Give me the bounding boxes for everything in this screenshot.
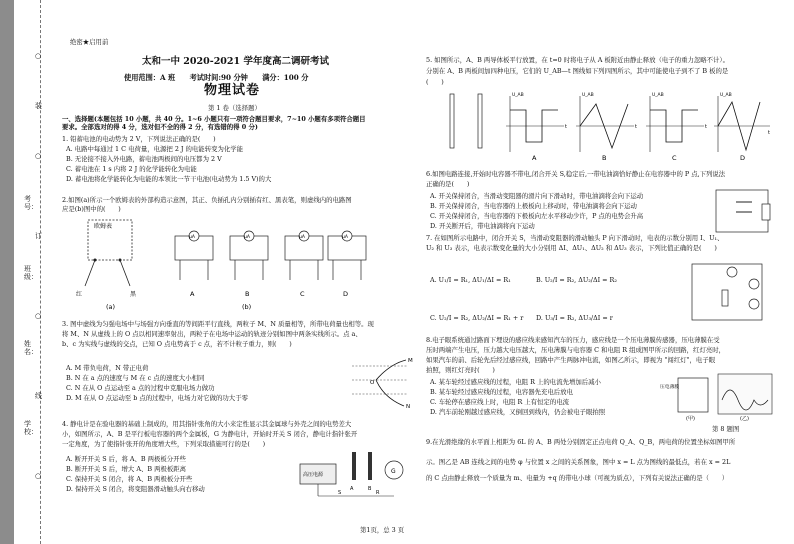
q3-option-a: A. M 带负电荷，N 带正电荷 [66,364,149,372]
q1-option-a: A. 电路中每通过 1 C 电荷量，电源把 2 J 的电能转变为化学能 [66,145,244,153]
secret-mark: 绝密★启用前 [70,38,109,46]
q6-option-d: D. 开关断开后，带电油滴将向下运动 [430,222,535,230]
q3-figure [344,356,416,412]
plate-b-label: B [368,486,372,492]
q5-figure [430,86,776,162]
q6-stem-2: 正确的是( ) [426,180,470,188]
q5-axis-a: U_AB [512,93,524,98]
q4-option-d: D. 保持开关 S 闭合，将变阻器滑动触头向右移动 [66,485,205,493]
field-school: 学校： [24,420,38,436]
section-heading-2: 要求。全部选对的得 4 分，选对但不全的得 2 分，有选错的得 0 分) [62,123,258,131]
fig-yi: (乙) [740,416,749,422]
q5-axis-d: U_AB [720,93,732,98]
caption-b: (b) [242,303,252,311]
school-title: 太和一中 2020-2021 学年度高二调研考试 [142,56,329,67]
q5-stem: 5. 如图所示，A、B 两导体板平行放置，在 t=0 时将电子从 A 板附近由静止释放（电子的重力忽略不计）。 [426,56,730,64]
q6-option-c: C. 开关保持闭合，当电容器的下极板向左水平移动少许，P 点的电势会升高 [430,212,644,220]
q7-option-c: C. U₂/I = R₂, ΔU₂/ΔI = R₁ + r [430,314,524,322]
q2-stem-2: 应是(b)图中的( ) [62,205,121,213]
seal-mark: ○ [35,152,42,160]
q1-option-d: D. 蓄电池将化学能转化为电能的本领比一节干电池(电动势为 1.5 V)的大 [66,175,272,183]
q8-stem-3: 如果汽车的前、后轮先后经过感应线，回路中产生两脉冲电流，如图乙所示，即视为 "闯红灯"，电子眼 [426,356,716,364]
q8-option-c: C. 车轮停在感应线上时，电阻 R 上有恒定的电流 [430,398,570,406]
field-exam-number: 考号： [24,195,38,211]
q5-letter-b: B [602,154,607,162]
seal-mark: 线 [35,392,42,400]
q7-figure [682,256,776,328]
q3-option-b: B. N 在 a 点的速度与 M 在 c 点的速度大小相同 [66,374,205,382]
q4-stem-3: 一定角度，为了使指针张开的角度增大些，下列采取措施可行的是( ) [62,440,266,448]
black-probe-label: 黑 [130,291,137,298]
graph-a [506,92,567,162]
q7-stem-2: U₂ 和 U₃ 表示，电表示数变化量的大小分别用 ΔI、ΔU₁、ΔU₂ 和 ΔU₃ 表示，下列比值正确的是( ) [426,244,717,252]
switch-s-label: S [338,490,342,496]
seal-mark: 装 [35,102,42,110]
q4-option-c: C. 保持开关 S 闭合，将 A、B 两极板分开些 [66,475,193,483]
q3-stem-3: b、c 为实线与虚线的交点，已知 O 点电势高于 c 点，若不计粒子重力，则( ) [62,340,292,348]
q7-option-d: D. U₃/I = R₂, ΔU₃/ΔI = r [536,314,613,322]
q1-option-b: B. 无论接不接入外电路，蓄电池两极间的电压都为 2 V [66,155,222,163]
q8-option-b: B. 某车轮经过感应线的过程，电容器先充电后放电 [430,388,573,396]
q6-stem: 6.如图电路连接,开始时电容器不带电,闭合开关 S,稳定后,一带电油滴恰好静止在电容器中的 P 点,下列说法 [426,170,726,178]
ohmmeter-label: 欧姆表 [94,223,113,230]
q5-axis-b: U_AB [582,93,594,98]
section-heading: 一、选择题(本题包括 10 小题，共 40 分。1~6 小题只有一项符合题目要求，7~10 小题有多项符合题目 [62,115,366,123]
q3-option-c: C. N 在从 O 点运动至 a 点的过程中克服电场力做功 [66,384,215,392]
circuit-option-b [230,231,268,311]
graph-c [646,92,707,162]
q3-stem-2: 将 M、N 从虚线上的 O 点以相同速率射出，两粒子在电场中运动的轨迹分别如图中两条实线所示。点 a、 [62,330,362,338]
q4-stem-2: 小，如图所示，A、B 是平行板电容器的两个金属板，G 为静电计，开始时开关 S 闭合，静电计指针张开 [62,430,358,438]
q9-stem-2: 示。图乙是 AB 连线之间的电势 φ 与位置 x 之间的关系图象，图中 x = L 点为图线的最低点，若在 x = 2L [426,458,731,466]
q2-figure [70,214,370,316]
right-column [426,0,778,544]
meter-d: μA [342,235,348,240]
q4-option-a: A. 断开开关 S 后，将 A、B 两极板分开些 [66,455,186,463]
piezo-label: 压电薄膜 [660,385,680,390]
circuit-option-d [328,231,366,298]
q8-figure-caption: 第 8 题图 [712,425,740,433]
subject-title: 物理试卷 [204,83,261,98]
page-footer: 第1页，总 3 页 [360,526,405,534]
hv-source-label: 高压电源 [303,472,324,478]
letter-c: C [300,290,305,298]
fig-jia: (甲) [686,416,695,422]
q8-figure [658,370,776,426]
label-o: O [370,380,375,386]
meter-a: μA [189,235,195,240]
q5-t-a: t [565,124,567,130]
field-name: 姓名： [24,340,38,356]
q1-option-c: C. 蓄电池在 1 s 内将 2 J 的化学能转化为电能 [66,165,197,173]
label-n: N [406,404,411,410]
plate-a-label: A [350,486,354,492]
letter-a: A [190,290,195,298]
q9-stem: 9.在光滑绝缘的水平面上相距为 6L 的 A、B 两处分别固定正点电荷 Q_A、Q_B，两电荷的位置坐标如图甲所 [426,438,736,446]
caption-a: (a) [106,303,116,311]
q5-axis-c: U_AB [652,93,664,98]
field-class: 班级： [24,265,38,281]
q5-letter-d: D [740,154,746,162]
q9-stem-3: 的 C 点由静止释放一个质量为 m、电量为 +q 的带电小球（可视为质点），下列有关说法正确的是（ ） [426,474,729,482]
q6-option-a: A. 开关保持闭合，当滑动变阻器的滑片向下滑动时，带电油滴将会向下运动 [430,192,644,200]
circuit-option-a [175,231,213,298]
seal-mark: ○ [35,472,42,480]
q5-t-d: t [768,130,770,136]
electroscope-g-label: G [391,468,396,475]
q8-option-a: A. 某车轮经过感应线的过程，电阻 R 上的电流先增加后减小 [430,378,601,386]
q5-t-c: t [705,124,707,130]
q8-stem-2: 压时两端产生电压，压力越大电压越大，压电薄膜与电容器 C 和电阻 R 组成图甲所示的回路，红灯亮时， [426,346,726,354]
meter-b: μA [244,235,250,240]
q7-stem: 7. 在如图所示电路中，闭合开关 S，当滑动变阻器的滑动触头 P 向下滑动时，电表的示数分别用 I、U₁、 [426,234,724,242]
graph-d [714,92,770,162]
seal-mark: ○ [35,52,42,60]
q5-letter-a: A [532,154,537,162]
q4-stem: 4. 静电计是在验电器的基础上制成的，用其指针张角的大小来定性显示其金属球与外壳之间的电势差大 [62,420,352,428]
q8-option-d: D. 汽车前轮刚越过感应线，又倒回到线内，仍会被电子眼拍照 [430,408,606,416]
meter-c: μA [299,235,305,240]
q5-stem-3: ( ) [426,78,444,86]
q6-figure [710,184,776,238]
q3-stem: 3. 图中虚线为匀强电场中与场强方向垂直的等间距平行直线，两粒子 M、N 质量相等，所带电荷量也相等。现 [62,320,374,328]
q8-stem: 8.电子眼系统通过路面下埋设的感应线来感知汽车的压力，感应线是一个压电薄膜传感器，压电薄膜在受 [426,336,720,344]
q4-figure [290,446,414,500]
volume-label: 第 1 卷（选择题） [208,104,261,112]
q4-option-b: B. 断开开关 S 后，增大 A、B 两极板距离 [66,465,187,473]
left-column [62,0,420,544]
q1-stem: 1. 铅蓄电池的电动势为 2 V，下列说法正确的是( ) [62,135,216,143]
letter-b: B [245,290,250,298]
q5-stem-2: 分别在 A、B 两板间加四种电压，它们的 U_AB—t 图线如下列四图所示，其中可能使电子到不了 B 板的是 [426,67,729,75]
graph-b [576,92,637,162]
q2-stem: 2.如图(a)所示一个欧姆表的外部构造示意图，其正、负插孔内分别插有红、黑表笔，则虚线内的电路图 [62,196,352,204]
resistor-r-label: R [376,490,380,496]
q5-letter-c: C [672,154,677,162]
seal-line [40,0,41,544]
circuit-option-c [285,231,323,298]
red-probe-label: 红 [76,291,83,298]
binding-shade [0,0,14,544]
letter-d: D [343,290,349,298]
seal-mark: ○ [35,312,42,320]
binding-margin [0,0,52,544]
q7-option-b: B. U₂/I = R₂, ΔU₂/ΔI = R₂ [536,276,617,284]
label-m: M [408,358,413,364]
q3-option-d: D. M 在从 O 点运动至 b 点的过程中，电场力对它做的功大于零 [66,394,248,402]
q7-option-a: A. U₁/I = R₁, ΔU₁/ΔI = R₁ [430,276,511,284]
exam-info: 使用范围：A 班 考试时间:90 分钟 满分：100 分 [124,73,309,82]
q5-t-b: t [635,124,637,130]
seal-mark: 订 [35,232,42,240]
q8-stem-4: 拍照，则红灯亮时( ) [426,366,495,374]
q6-option-b: B. 开关保持闭合，当电容器的上极板向上移动时，带电油滴将会向下运动 [430,202,637,210]
